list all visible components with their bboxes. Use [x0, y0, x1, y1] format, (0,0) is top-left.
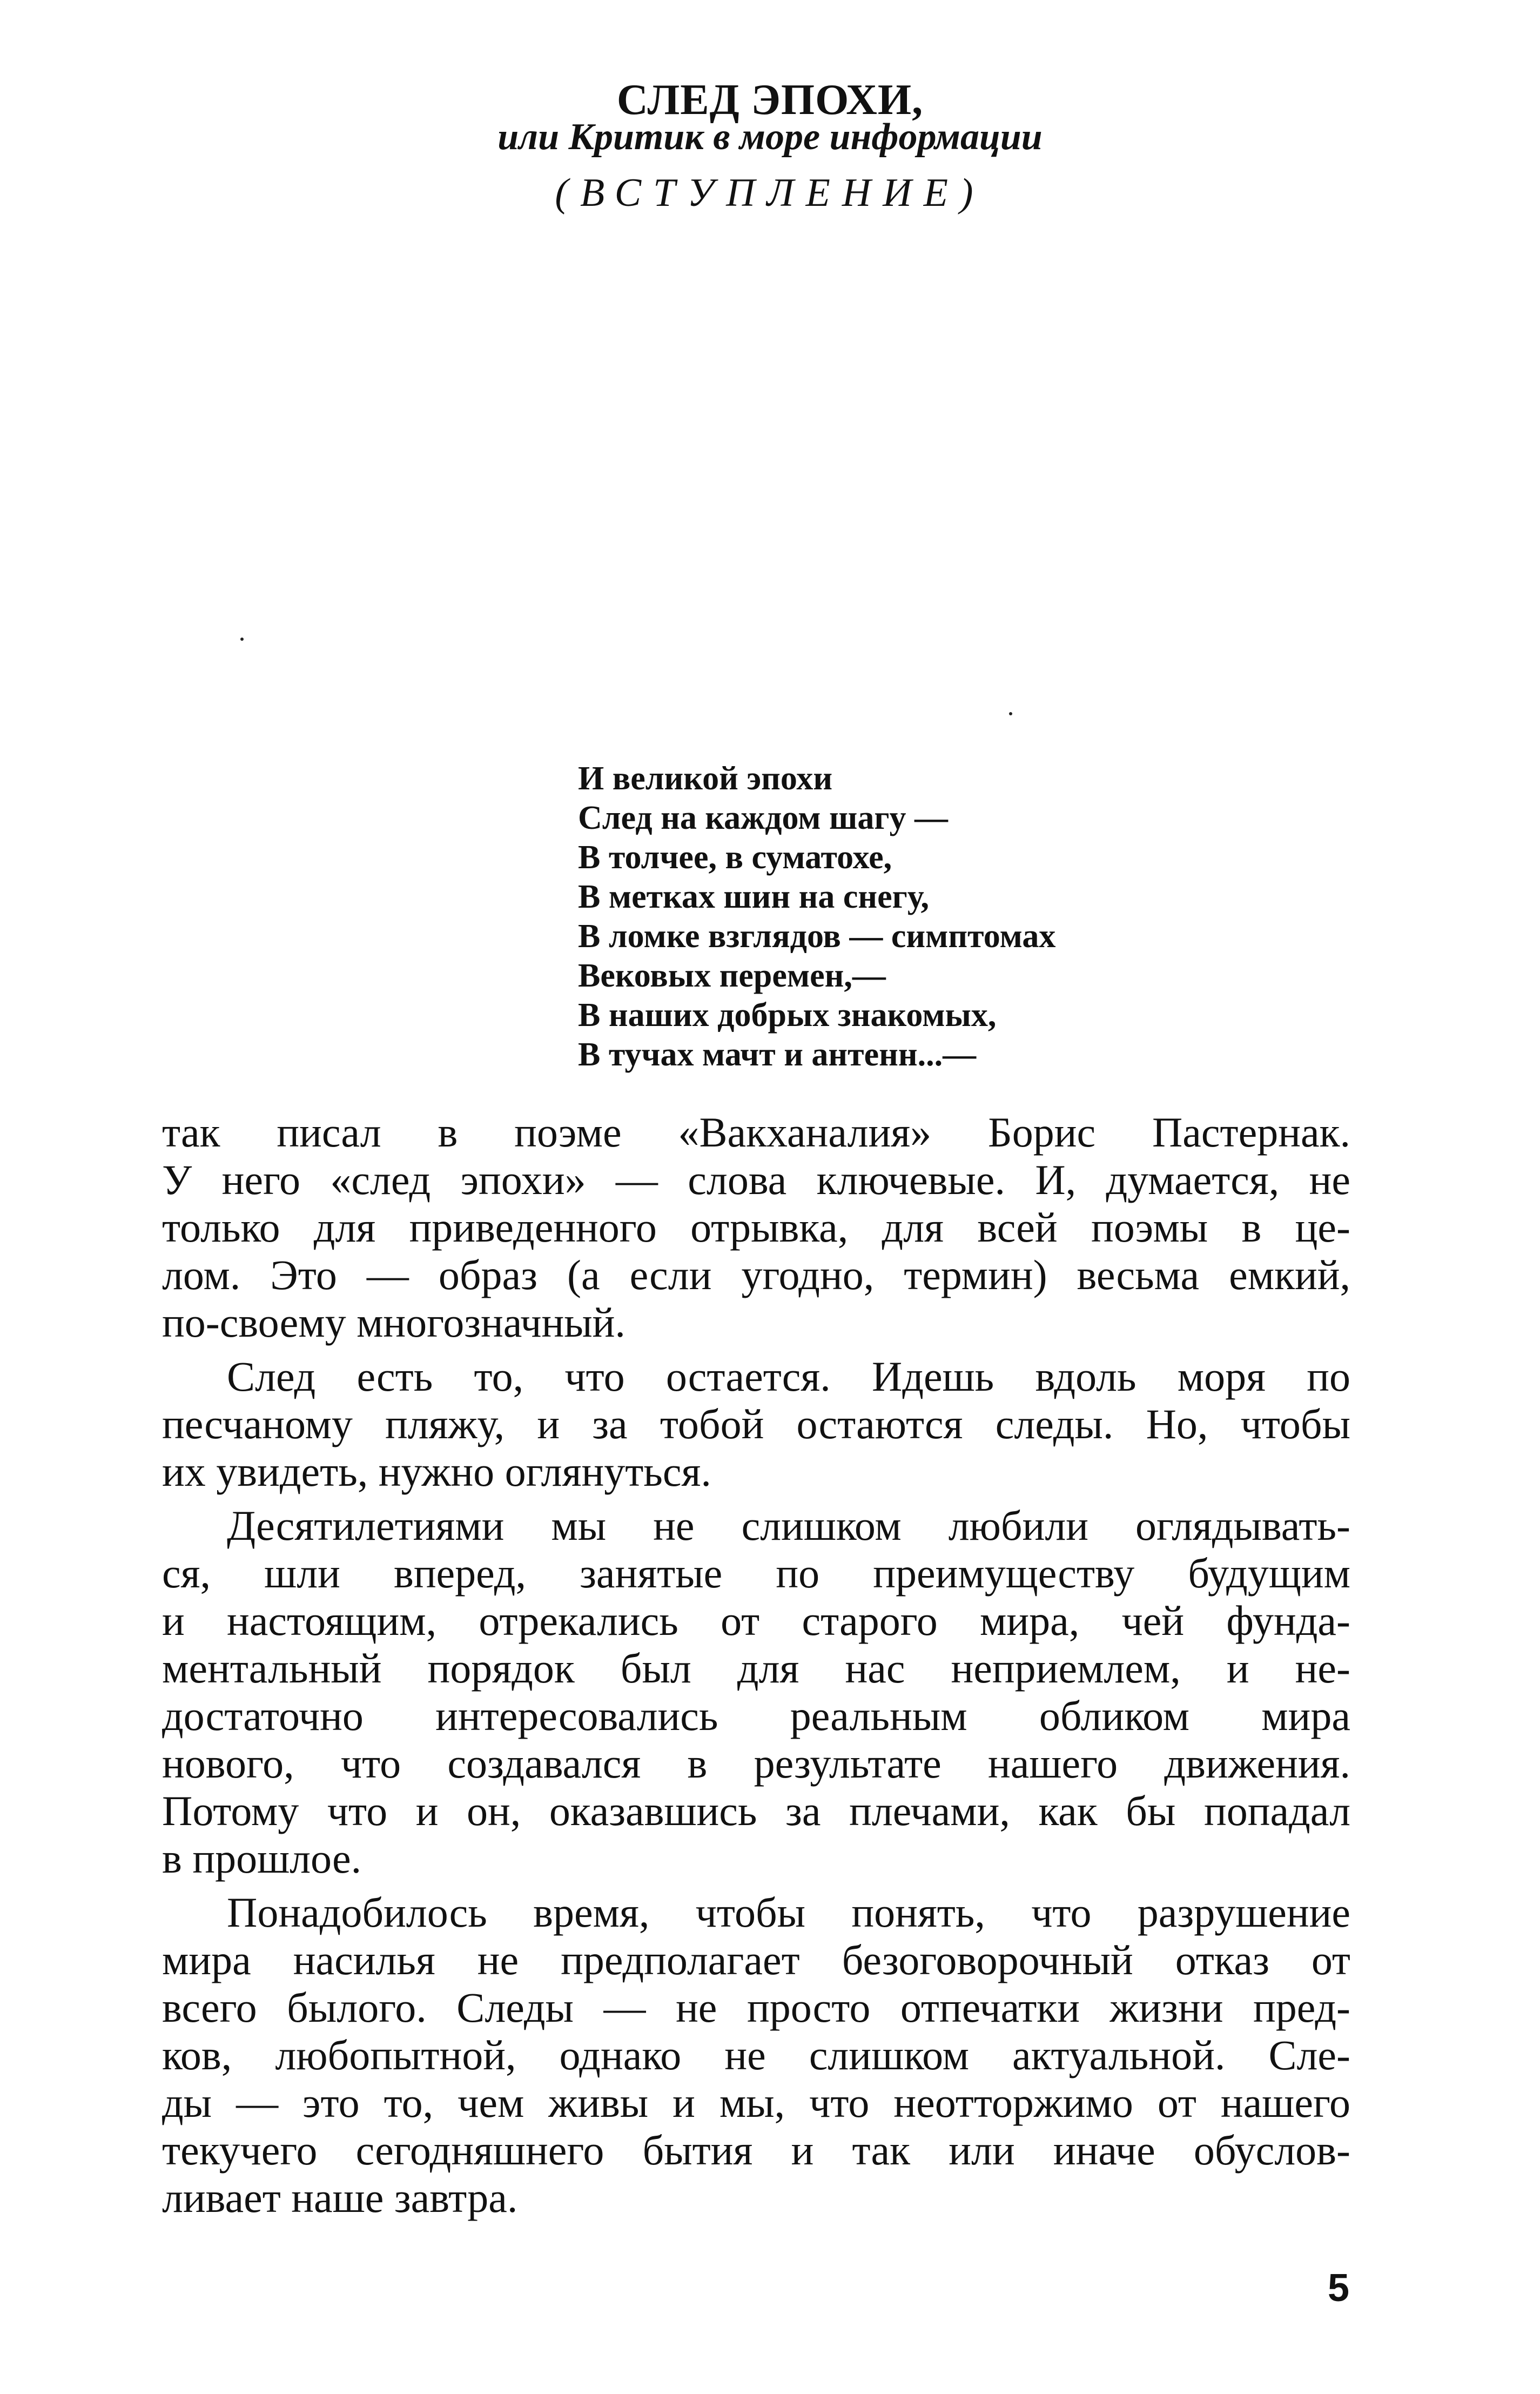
epigraph: [578, 759, 1334, 1075]
text-line: ментальный порядок был для нас неприемлем, и не-: [162, 1645, 1350, 1692]
epigraph-line: В метках шин на снегу,: [578, 879, 930, 915]
text-line: в прошлое.: [162, 1835, 362, 1882]
text-line: достаточно интересовались реальным обликом мира: [162, 1692, 1350, 1739]
epigraph-line: В толчее, в суматохе,: [578, 839, 892, 876]
text-line: и настоящим, отрекались от старого мира, чей фунда-: [162, 1597, 1350, 1644]
body-text: [162, 1109, 1350, 2222]
chapter-subtitle: или Критик в море информации: [497, 116, 1043, 158]
text-line: нового, что создавался в результате нашего движения.: [162, 1740, 1350, 1787]
text-line: ся, шли вперед, занятые по преимуществу будущим: [162, 1550, 1350, 1597]
text-line: всего былого. Следы — не просто отпечатки жизни пред-: [162, 1984, 1350, 2031]
text-line: мира насилья не предполагает безоговорочный отказ от: [162, 1936, 1350, 1983]
text-line: текучего сегодняшнего бытия и так или иначе обуслов-: [162, 2127, 1350, 2174]
text-line: У него «след эпохи» — слова ключевые. И, думается, не: [162, 1156, 1350, 1203]
epigraph-line: След на каждом шагу —: [578, 800, 948, 836]
page-number: 5: [1328, 2266, 1350, 2310]
text-line: Понадобилось время, чтобы понять, что разрушение: [227, 1889, 1350, 1936]
text-line: их увидеть, нужно оглянуться.: [162, 1448, 711, 1495]
text-line: так писал в поэме «Вакханалия» Борис Пастернак.: [162, 1109, 1350, 1156]
text-line: Потому что и он, оказавшись за плечами, как бы попадал: [162, 1787, 1350, 1834]
text-line: ды — это то, чем живы и мы, что неотторжимо от нашего: [162, 2079, 1350, 2126]
text-line: песчаному пляжу, и за тобой остаются следы. Но, чтобы: [162, 1400, 1350, 1447]
epigraph-line: В ломке взглядов — симптомах: [578, 918, 1056, 955]
chapter-title: СЛЕД ЭПОХИ,: [616, 76, 924, 124]
epigraph-line: В тучах мачт и антенн...—: [578, 1036, 977, 1073]
text-line: только для приведенного отрывка, для всей поэмы в це-: [162, 1204, 1350, 1251]
text-line: ливает наше завтра.: [162, 2174, 518, 2221]
section-heading: (ВСТУПЛЕНИЕ): [555, 171, 985, 215]
text-line: Десятилетиями мы не слишком любили оглядывать-: [227, 1502, 1350, 1549]
text-line: След есть то, что остается. Идешь вдоль моря по: [227, 1353, 1350, 1400]
print-speck: [1009, 712, 1012, 715]
epigraph-line: Вековых перемен,—: [578, 957, 886, 994]
text-line: лом. Это — образ (а если угодно, термин) весьма емкий,: [162, 1251, 1350, 1298]
epigraph-line: В наших добрых знакомых,: [578, 997, 997, 1034]
text-line: по-своему многозначный.: [162, 1299, 626, 1346]
print-speck: [240, 638, 244, 641]
text-line: ков, любопытной, однако не слишком актуальной. Сле-: [162, 2031, 1350, 2078]
epigraph-line: И великой эпохи: [578, 760, 833, 797]
